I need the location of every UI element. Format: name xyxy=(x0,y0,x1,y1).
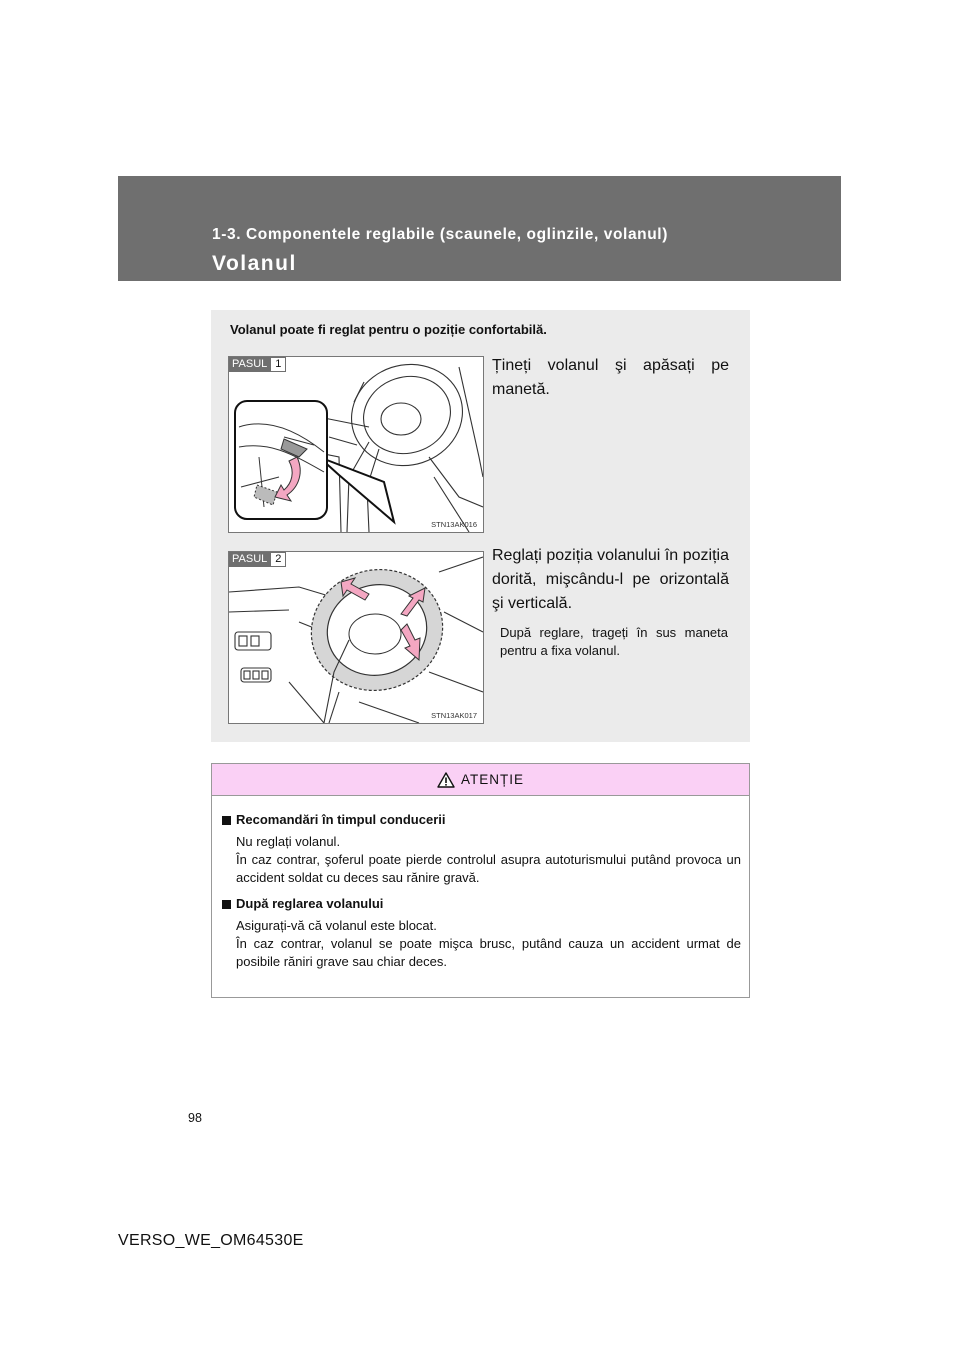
step-2-illustration xyxy=(228,551,484,724)
page-title: Volanul xyxy=(212,252,297,275)
page-number: 98 xyxy=(188,1111,202,1125)
caution-line: În caz contrar, volanul se poate mişca brusc, putând cauza un accident urmat de posibile răniri grave sau chiar deces. xyxy=(236,936,741,969)
caution-box xyxy=(211,763,750,998)
section-title: 1-3. Componentele reglabile (scaunele, oglinzile, volanul) xyxy=(212,226,668,243)
section-header xyxy=(118,176,841,281)
panel-intro: Volanul poate fi reglat pentru o poziție confortabilă. xyxy=(230,322,547,337)
step-badge-label: PASUL xyxy=(229,552,270,567)
caution-line: Nu reglați volanul. xyxy=(236,834,341,849)
adjustment-panel xyxy=(211,310,750,742)
warning-icon xyxy=(437,772,455,788)
step-2-badge xyxy=(229,552,286,567)
caution-line: În caz contrar, şoferul poate pierde controlul asupra autoturismului putând provoca un accident soldat cu deces sau rănire gravă. xyxy=(236,852,741,885)
step-1-illustration xyxy=(228,356,484,533)
step-badge-label: PASUL xyxy=(229,357,270,372)
document-code: VERSO_WE_OM64530E xyxy=(118,1232,304,1249)
step-1-badge xyxy=(229,357,286,372)
caution-item-title-text: După reglarea volanului xyxy=(236,896,384,911)
figure-code: STN13AK016 xyxy=(431,520,477,529)
caution-item-title xyxy=(222,811,741,829)
figure-code: STN13AK017 xyxy=(431,711,477,720)
bullet-square-icon xyxy=(222,816,231,825)
caution-header xyxy=(212,764,749,796)
step-2-note: După reglare, trageți în sus maneta pentru a fixa volanul. xyxy=(500,625,728,658)
caution-heading: ATENȚIE xyxy=(460,772,524,787)
caution-item-title-text: Recomandări în timpul conducerii xyxy=(236,812,446,827)
step-badge-number: 1 xyxy=(270,357,286,372)
step-1-text: Țineți volanul şi apăsați pe manetă. xyxy=(492,357,729,398)
bullet-square-icon xyxy=(222,900,231,909)
caution-item-title xyxy=(222,895,741,913)
step-badge-number: 2 xyxy=(270,552,286,567)
step-2-text: Reglați poziția volanului în poziția dorită, mişcându-l pe orizontală şi verticală. xyxy=(492,547,729,612)
caution-body xyxy=(212,796,749,971)
steering-lever-drawing xyxy=(229,357,483,532)
caution-line: Asigurați-vă că volanul este blocat. xyxy=(236,918,437,933)
steering-wheel-drawing xyxy=(229,552,483,723)
